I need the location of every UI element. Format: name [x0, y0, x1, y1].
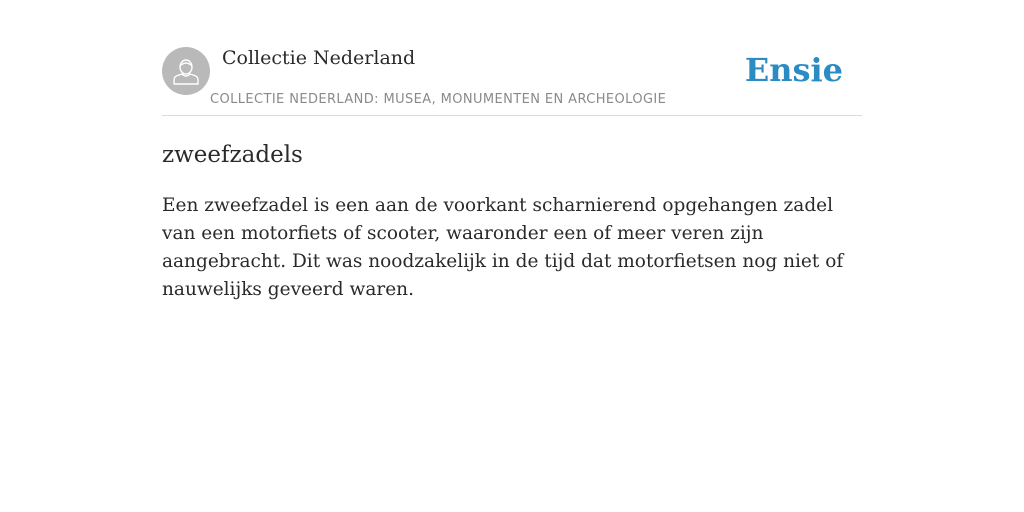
source-label[interactable]: COLLECTIE NEDERLAND: MUSEA, MONUMENTEN EN ARCHEOLOGIE: [210, 92, 667, 107]
entry-definition: Een zweefzadel is een aan de voorkant scharnierend opgehangen zadel van een motorfiets of scooter, waaronder een of meer veren zijn aangebracht. Dit was noodzakelijk in de tijd dat motorfietsen nog niet of nauwelijks geveerd waren.: [162, 195, 844, 300]
brand-logo[interactable]: Ensie: [744, 51, 843, 89]
author-name[interactable]: Collectie Nederland: [222, 47, 416, 69]
user-silhouette-icon: [162, 47, 210, 95]
entry-header: [162, 38, 862, 116]
entry-term: zweefzadels: [162, 142, 303, 168]
avatar[interactable]: [162, 47, 210, 95]
